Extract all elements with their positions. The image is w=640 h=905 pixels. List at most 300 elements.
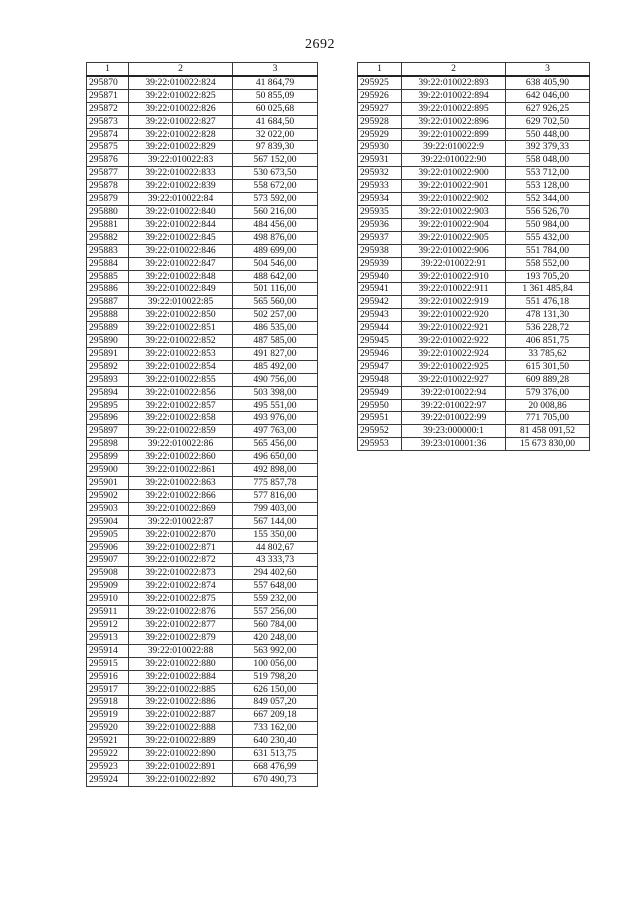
cadastral-number-cell: 39:22:010022:855 (129, 373, 233, 386)
row-number-cell: 295938 (358, 244, 402, 257)
row-number-cell: 295885 (87, 270, 129, 283)
table-row (87, 709, 318, 722)
cadastral-number-cell: 39:22:010022:911 (402, 283, 506, 296)
cadastral-number-cell: 39:22:010022:845 (129, 231, 233, 244)
table-row (87, 180, 318, 193)
value-cell: 32 022,00 (233, 128, 318, 141)
cadastral-number-cell: 39:22:010022:877 (129, 618, 233, 631)
row-number-cell: 295922 (87, 748, 129, 761)
table-row (87, 218, 318, 231)
value-cell: 485 492,00 (233, 360, 318, 373)
row-number-cell: 295878 (87, 180, 129, 193)
value-cell: 670 490,73 (233, 773, 318, 786)
row-number-cell: 295923 (87, 760, 129, 773)
cadastral-number-cell: 39:22:010022:879 (129, 631, 233, 644)
table-row (358, 386, 590, 399)
value-cell: 553 128,00 (506, 180, 590, 193)
cadastral-number-cell: 39:22:010022:833 (129, 167, 233, 180)
row-number-cell: 295872 (87, 102, 129, 115)
value-cell: 638 405,90 (506, 76, 590, 89)
row-number-cell: 295931 (358, 154, 402, 167)
row-number-cell: 295881 (87, 218, 129, 231)
cadastral-number-cell: 39:22:010022:889 (129, 735, 233, 748)
value-cell: 609 889,28 (506, 373, 590, 386)
cadastral-number-cell: 39:22:010022:893 (402, 76, 506, 89)
row-number-cell: 295924 (87, 773, 129, 786)
table-row (87, 115, 318, 128)
value-cell: 640 230,40 (233, 735, 318, 748)
cadastral-number-cell: 39:22:010022:921 (402, 322, 506, 335)
cadastral-number-cell: 39:22:010022:894 (402, 89, 506, 102)
row-number-cell: 295891 (87, 347, 129, 360)
value-cell: 771 705,00 (506, 412, 590, 425)
table-row (87, 657, 318, 670)
cadastral-number-cell: 39:22:010022:852 (129, 335, 233, 348)
value-cell: 530 673,50 (233, 167, 318, 180)
cadastral-number-cell: 39:22:010022:910 (402, 270, 506, 283)
cadastral-number-cell: 39:22:010022:849 (129, 283, 233, 296)
cadastral-number-cell: 39:22:010022:896 (402, 115, 506, 128)
column-header-3: 3 (506, 63, 590, 76)
row-number-cell: 295894 (87, 386, 129, 399)
value-cell: 799 403,00 (233, 502, 318, 515)
row-number-cell: 295934 (358, 193, 402, 206)
row-number-cell: 295892 (87, 360, 129, 373)
table-row (87, 154, 318, 167)
value-cell: 492 898,00 (233, 464, 318, 477)
table-row (87, 360, 318, 373)
cadastral-number-cell: 39:23:000000:1 (402, 425, 506, 438)
row-number-cell: 295907 (87, 554, 129, 567)
cadastral-number-cell: 39:22:010022:901 (402, 180, 506, 193)
value-cell: 557 648,00 (233, 580, 318, 593)
value-cell: 392 379,33 (506, 141, 590, 154)
table-row (87, 722, 318, 735)
value-cell: 155 350,00 (233, 528, 318, 541)
cadastral-number-cell: 39:22:010022:87 (129, 515, 233, 528)
value-cell: 733 162,00 (233, 722, 318, 735)
table-row (87, 347, 318, 360)
table-row (358, 309, 590, 322)
value-cell: 629 702,50 (506, 115, 590, 128)
cadastral-number-cell: 39:22:010022:903 (402, 205, 506, 218)
value-cell: 519 798,20 (233, 670, 318, 683)
cadastral-number-cell: 39:22:010022:880 (129, 657, 233, 670)
cadastral-number-cell: 39:22:010022:876 (129, 606, 233, 619)
table-row (87, 670, 318, 683)
cadastral-number-cell: 39:22:010022:824 (129, 76, 233, 89)
cadastral-number-cell: 39:22:010022:9 (402, 141, 506, 154)
row-number-cell: 295921 (87, 735, 129, 748)
value-cell: 20 008,86 (506, 399, 590, 412)
value-cell: 563 992,00 (233, 644, 318, 657)
value-cell: 642 046,00 (506, 89, 590, 102)
value-cell: 60 025,68 (233, 102, 318, 115)
value-cell: 489 699,00 (233, 244, 318, 257)
row-number-cell: 295918 (87, 696, 129, 709)
value-cell: 559 232,00 (233, 593, 318, 606)
value-cell: 558 048,00 (506, 154, 590, 167)
table-row (87, 580, 318, 593)
table-row (358, 167, 590, 180)
value-cell: 501 116,00 (233, 283, 318, 296)
cadastral-number-cell: 39:22:010022:839 (129, 180, 233, 193)
row-number-cell: 295871 (87, 89, 129, 102)
value-cell: 100 056,00 (233, 657, 318, 670)
table-row (358, 335, 590, 348)
table-row (87, 167, 318, 180)
value-cell: 193 705,20 (506, 270, 590, 283)
row-number-cell: 295926 (358, 89, 402, 102)
cadastral-number-cell: 39:22:010022:919 (402, 296, 506, 309)
value-cell: 294 402,60 (233, 567, 318, 580)
table-row (87, 515, 318, 528)
value-cell: 97 839,30 (233, 141, 318, 154)
value-cell: 33 785,62 (506, 347, 590, 360)
cadastral-number-cell: 39:22:010022:927 (402, 373, 506, 386)
value-cell: 565 560,00 (233, 296, 318, 309)
cadastral-number-cell: 39:22:010022:860 (129, 451, 233, 464)
table-row (358, 154, 590, 167)
cadastral-number-cell: 39:22:010022:853 (129, 347, 233, 360)
row-number-cell: 295889 (87, 322, 129, 335)
table-row (87, 386, 318, 399)
cadastral-number-cell: 39:22:010022:925 (402, 360, 506, 373)
table-row (358, 412, 590, 425)
row-number-cell: 295890 (87, 335, 129, 348)
value-cell: 488 642,00 (233, 270, 318, 283)
table-row (358, 89, 590, 102)
table-row (87, 309, 318, 322)
cadastral-number-cell: 39:22:010022:857 (129, 399, 233, 412)
table-row (87, 606, 318, 619)
table-row (358, 360, 590, 373)
row-number-cell: 295906 (87, 541, 129, 554)
cadastral-number-cell: 39:22:010022:870 (129, 528, 233, 541)
value-cell: 496 650,00 (233, 451, 318, 464)
row-number-cell: 295948 (358, 373, 402, 386)
value-cell: 490 756,00 (233, 373, 318, 386)
row-number-cell: 295877 (87, 167, 129, 180)
cadastral-number-cell: 39:22:010022:844 (129, 218, 233, 231)
value-cell: 667 209,18 (233, 709, 318, 722)
value-cell: 560 784,00 (233, 618, 318, 631)
cadastral-number-cell: 39:22:010022:899 (402, 128, 506, 141)
cadastral-number-cell: 39:22:010022:856 (129, 386, 233, 399)
cadastral-number-cell: 39:22:010022:866 (129, 489, 233, 502)
value-cell: 551 784,00 (506, 244, 590, 257)
value-cell: 631 513,75 (233, 748, 318, 761)
table-row (358, 283, 590, 296)
table-row (87, 335, 318, 348)
value-cell: 567 144,00 (233, 515, 318, 528)
row-number-cell: 295909 (87, 580, 129, 593)
cadastral-number-cell: 39:22:010022:884 (129, 670, 233, 683)
table-row (87, 257, 318, 270)
table-row (358, 218, 590, 231)
table-row (358, 231, 590, 244)
row-number-cell: 295901 (87, 477, 129, 490)
row-number-cell: 295937 (358, 231, 402, 244)
column-header-1: 1 (87, 63, 129, 76)
row-number-cell: 295913 (87, 631, 129, 644)
row-number-cell: 295928 (358, 115, 402, 128)
value-cell: 44 802,67 (233, 541, 318, 554)
cadastral-number-cell: 39:22:010022:922 (402, 335, 506, 348)
table-row (87, 76, 318, 89)
table-row (358, 128, 590, 141)
cadastral-number-cell: 39:22:010022:99 (402, 412, 506, 425)
value-cell: 15 673 830,00 (506, 438, 590, 451)
value-cell: 498 876,00 (233, 231, 318, 244)
table-header-row (358, 63, 590, 76)
row-number-cell: 295917 (87, 683, 129, 696)
row-number-cell: 295911 (87, 606, 129, 619)
cadastral-number-cell: 39:22:010022:851 (129, 322, 233, 335)
cadastral-number-cell: 39:22:010022:902 (402, 193, 506, 206)
value-cell: 668 476,99 (233, 760, 318, 773)
cadastral-number-cell: 39:22:010022:859 (129, 425, 233, 438)
row-number-cell: 295944 (358, 322, 402, 335)
cadastral-number-cell: 39:22:010022:875 (129, 593, 233, 606)
table-row (358, 180, 590, 193)
row-number-cell: 295897 (87, 425, 129, 438)
table-row (358, 102, 590, 115)
value-cell: 775 857,78 (233, 477, 318, 490)
table-row (87, 528, 318, 541)
row-number-cell: 295898 (87, 438, 129, 451)
cadastral-number-cell: 39:22:010022:895 (402, 102, 506, 115)
value-cell: 504 546,00 (233, 257, 318, 270)
table-row (87, 412, 318, 425)
cadastral-number-cell: 39:22:010022:861 (129, 464, 233, 477)
cadastral-number-cell: 39:22:010022:826 (129, 102, 233, 115)
row-number-cell: 295952 (358, 425, 402, 438)
table-row (358, 193, 590, 206)
cadastral-number-cell: 39:22:010022:825 (129, 89, 233, 102)
row-number-cell: 295943 (358, 309, 402, 322)
table-row (87, 644, 318, 657)
row-number-cell: 295927 (358, 102, 402, 115)
row-number-cell: 295873 (87, 115, 129, 128)
value-cell: 558 672,00 (233, 180, 318, 193)
cadastral-number-cell: 39:22:010022:891 (129, 760, 233, 773)
table-row (358, 205, 590, 218)
value-cell: 552 344,00 (506, 193, 590, 206)
row-number-cell: 295888 (87, 309, 129, 322)
row-number-cell: 295940 (358, 270, 402, 283)
row-number-cell: 295912 (87, 618, 129, 631)
table-row (87, 231, 318, 244)
table-row (87, 683, 318, 696)
cadastral-number-cell: 39:22:010022:863 (129, 477, 233, 490)
value-cell: 551 476,18 (506, 296, 590, 309)
value-cell: 1 361 485,84 (506, 283, 590, 296)
table-row (87, 102, 318, 115)
table-header-row (87, 63, 318, 76)
table-row (358, 76, 590, 89)
right-table (357, 62, 590, 451)
row-number-cell: 295916 (87, 670, 129, 683)
cadastral-number-cell: 39:22:010022:905 (402, 231, 506, 244)
cadastral-number-cell: 39:22:010022:871 (129, 541, 233, 554)
value-cell: 497 763,00 (233, 425, 318, 438)
row-number-cell: 295905 (87, 528, 129, 541)
row-number-cell: 295953 (358, 438, 402, 451)
cadastral-number-cell: 39:22:010022:846 (129, 244, 233, 257)
table-row (87, 567, 318, 580)
row-number-cell: 295902 (87, 489, 129, 502)
table-row (87, 593, 318, 606)
value-cell: 41 684,50 (233, 115, 318, 128)
cadastral-number-cell: 39:22:010022:872 (129, 554, 233, 567)
row-number-cell: 295935 (358, 205, 402, 218)
cadastral-number-cell: 39:22:010022:97 (402, 399, 506, 412)
table-row (358, 373, 590, 386)
left-table (86, 62, 318, 787)
value-cell: 478 131,30 (506, 309, 590, 322)
row-number-cell: 295951 (358, 412, 402, 425)
value-cell: 491 827,00 (233, 347, 318, 360)
value-cell: 565 456,00 (233, 438, 318, 451)
table-row (358, 347, 590, 360)
row-number-cell: 295933 (358, 180, 402, 193)
row-number-cell: 295893 (87, 373, 129, 386)
value-cell: 555 432,00 (506, 231, 590, 244)
table-row (87, 373, 318, 386)
value-cell: 495 551,00 (233, 399, 318, 412)
table-row (87, 322, 318, 335)
row-number-cell: 295899 (87, 451, 129, 464)
cadastral-number-cell: 39:22:010022:86 (129, 438, 233, 451)
cadastral-number-cell: 39:23:010001:36 (402, 438, 506, 451)
row-number-cell: 295875 (87, 141, 129, 154)
row-number-cell: 295870 (87, 76, 129, 89)
row-number-cell: 295903 (87, 502, 129, 515)
row-number-cell: 295879 (87, 193, 129, 206)
row-number-cell: 295883 (87, 244, 129, 257)
row-number-cell: 295947 (358, 360, 402, 373)
row-number-cell: 295919 (87, 709, 129, 722)
cadastral-number-cell: 39:22:010022:91 (402, 257, 506, 270)
row-number-cell: 295900 (87, 464, 129, 477)
cadastral-number-cell: 39:22:010022:920 (402, 309, 506, 322)
table-row (87, 425, 318, 438)
column-header-2: 2 (129, 63, 233, 76)
cadastral-number-cell: 39:22:010022:829 (129, 141, 233, 154)
table-row (87, 451, 318, 464)
table-row (87, 141, 318, 154)
cadastral-number-cell: 39:22:010022:84 (129, 193, 233, 206)
cadastral-number-cell: 39:22:010022:890 (129, 748, 233, 761)
row-number-cell: 295896 (87, 412, 129, 425)
cadastral-number-cell: 39:22:010022:828 (129, 128, 233, 141)
table-row (87, 773, 318, 786)
table-row (358, 115, 590, 128)
cadastral-number-cell: 39:22:010022:847 (129, 257, 233, 270)
value-cell: 553 712,00 (506, 167, 590, 180)
row-number-cell: 295874 (87, 128, 129, 141)
value-cell: 487 585,00 (233, 335, 318, 348)
cadastral-number-cell: 39:22:010022:827 (129, 115, 233, 128)
row-number-cell: 295950 (358, 399, 402, 412)
value-cell: 81 458 091,52 (506, 425, 590, 438)
row-number-cell: 295946 (358, 347, 402, 360)
row-number-cell: 295887 (87, 296, 129, 309)
value-cell: 556 526,70 (506, 205, 590, 218)
cadastral-number-cell: 39:22:010022:885 (129, 683, 233, 696)
table-row (87, 128, 318, 141)
value-cell: 557 256,00 (233, 606, 318, 619)
value-cell: 50 855,09 (233, 89, 318, 102)
row-number-cell: 295925 (358, 76, 402, 89)
table-row (358, 244, 590, 257)
cadastral-number-cell: 39:22:010022:900 (402, 167, 506, 180)
table-row (87, 464, 318, 477)
value-cell: 420 248,00 (233, 631, 318, 644)
value-cell: 615 301,50 (506, 360, 590, 373)
row-number-cell: 295914 (87, 644, 129, 657)
cadastral-number-cell: 39:22:010022:94 (402, 386, 506, 399)
row-number-cell: 295932 (358, 167, 402, 180)
cadastral-number-cell: 39:22:010022:850 (129, 309, 233, 322)
table-row (87, 438, 318, 451)
table-row (358, 141, 590, 154)
table-row (87, 270, 318, 283)
value-cell: 502 257,00 (233, 309, 318, 322)
row-number-cell: 295930 (358, 141, 402, 154)
cadastral-number-cell: 39:22:010022:85 (129, 296, 233, 309)
value-cell: 536 228,72 (506, 322, 590, 335)
value-cell: 486 535,00 (233, 322, 318, 335)
cadastral-number-cell: 39:22:010022:869 (129, 502, 233, 515)
table-row (87, 735, 318, 748)
table-row (87, 399, 318, 412)
cadastral-number-cell: 39:22:010022:90 (402, 154, 506, 167)
table-row (358, 399, 590, 412)
row-number-cell: 295904 (87, 515, 129, 528)
cadastral-number-cell: 39:22:010022:906 (402, 244, 506, 257)
table-row (358, 438, 590, 451)
cadastral-number-cell: 39:22:010022:886 (129, 696, 233, 709)
table-row (87, 631, 318, 644)
row-number-cell: 295945 (358, 335, 402, 348)
row-number-cell: 295895 (87, 399, 129, 412)
cadastral-number-cell: 39:22:010022:840 (129, 205, 233, 218)
row-number-cell: 295884 (87, 257, 129, 270)
table-row (358, 322, 590, 335)
value-cell: 558 552,00 (506, 257, 590, 270)
table-row (358, 257, 590, 270)
row-number-cell: 295941 (358, 283, 402, 296)
cadastral-number-cell: 39:22:010022:848 (129, 270, 233, 283)
table-row (87, 205, 318, 218)
cadastral-number-cell: 39:22:010022:873 (129, 567, 233, 580)
table-row (87, 502, 318, 515)
value-cell: 579 376,00 (506, 386, 590, 399)
table-row (87, 244, 318, 257)
cadastral-number-cell: 39:22:010022:888 (129, 722, 233, 735)
value-cell: 627 926,25 (506, 102, 590, 115)
row-number-cell: 295915 (87, 657, 129, 670)
cadastral-number-cell: 39:22:010022:924 (402, 347, 506, 360)
row-number-cell: 295936 (358, 218, 402, 231)
table-row (87, 283, 318, 296)
row-number-cell: 295910 (87, 593, 129, 606)
value-cell: 577 816,00 (233, 489, 318, 502)
cadastral-number-cell: 39:22:010022:88 (129, 644, 233, 657)
table-row (358, 296, 590, 309)
